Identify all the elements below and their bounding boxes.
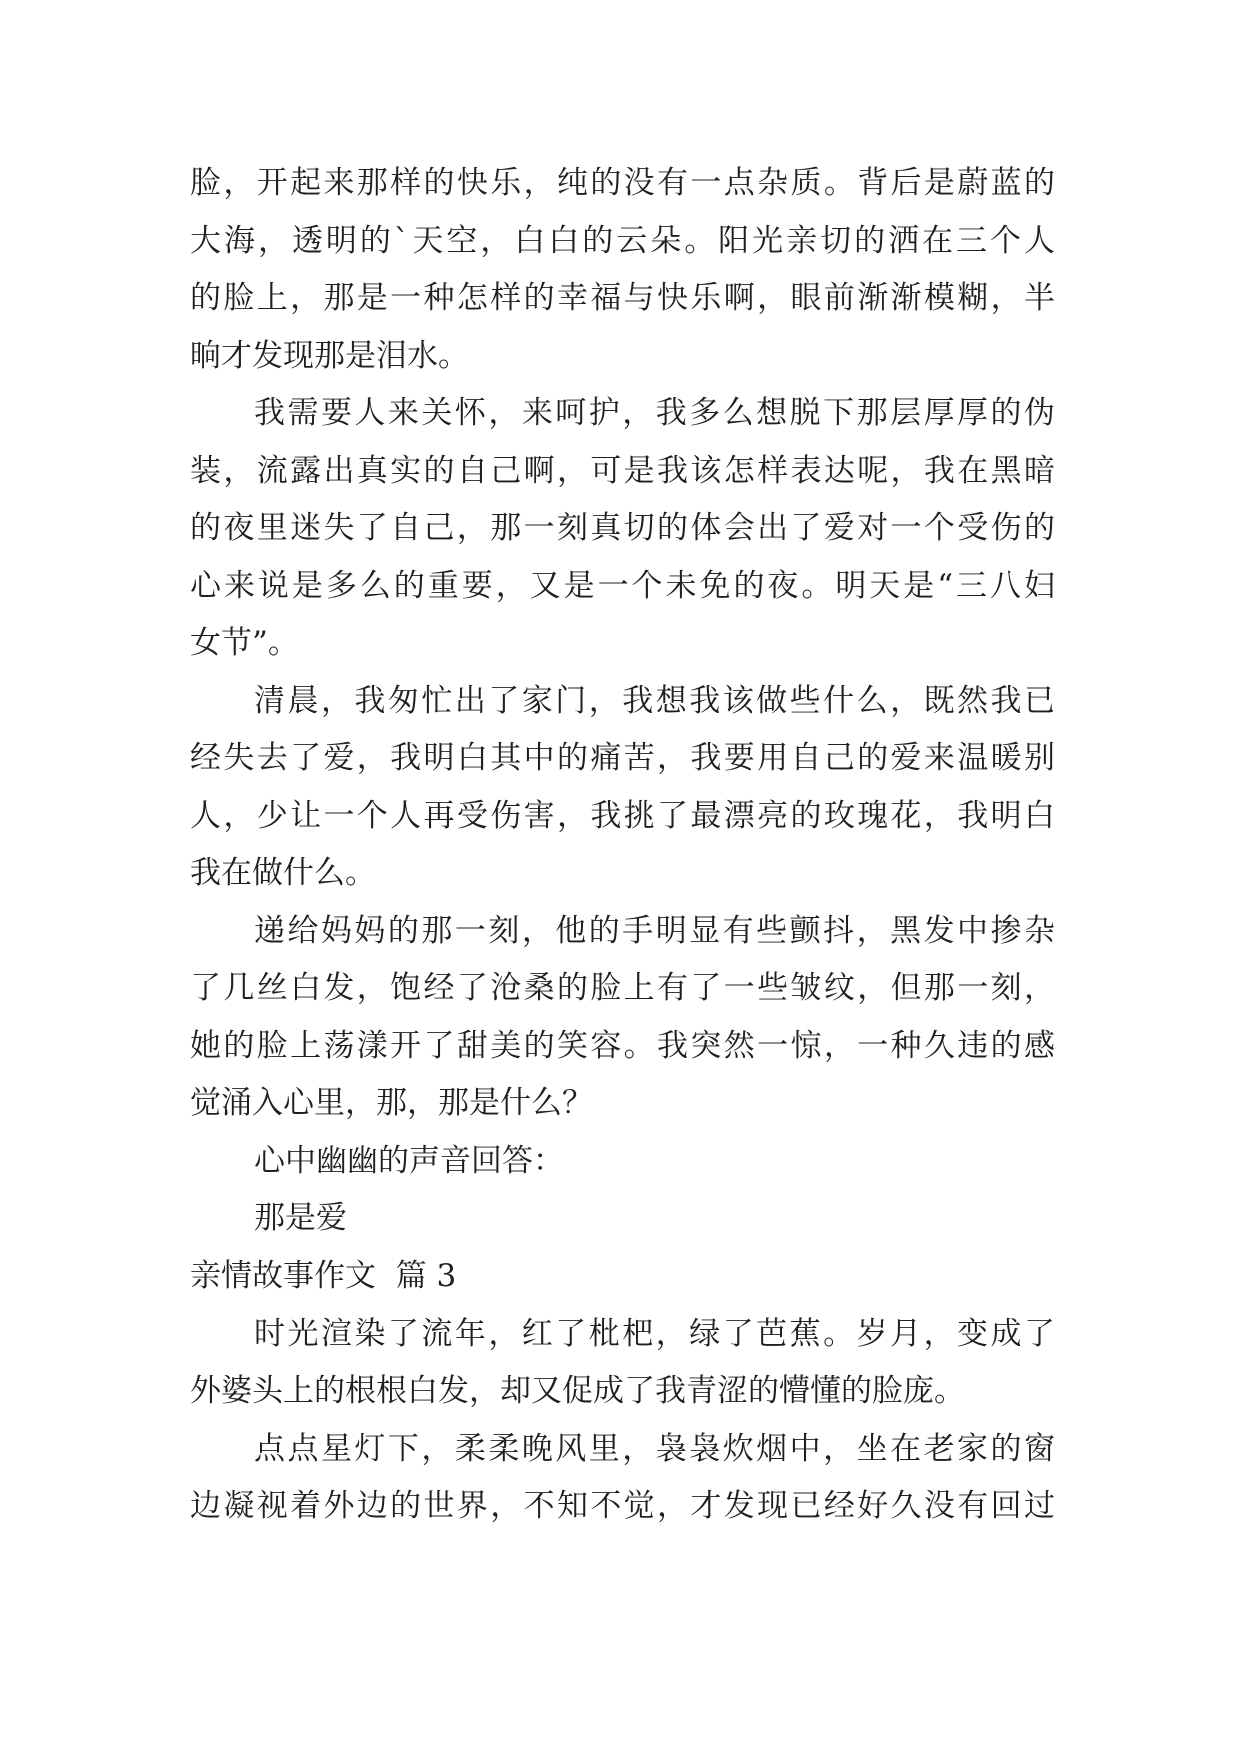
text-line: 女节”。: [190, 625, 299, 661]
text-line: 心中幽幽的声音回答：: [254, 1142, 564, 1179]
text-line: 她的脸上荡漾开了甜美的笑容。我突然一惊，一种久违的感: [190, 1027, 1055, 1064]
text-line: 心来说是多么的重要，又是一个未免的夜。明天是“三八妇: [190, 567, 1055, 604]
paragraph: [190, 903, 1055, 1133]
text-line: 晌才发现那是泪水。: [190, 337, 469, 374]
text-line: 外婆头上的根根白发，却又促成了我青涩的懵懂的脸庞。: [190, 1373, 965, 1409]
paragraph: [190, 1306, 1055, 1421]
text-line: 的脸上，那是一种怎样的幸福与快乐啊，眼前渐渐模糊，半: [190, 280, 1055, 316]
text-line: 觉涌入心里，那，那是什么？: [190, 1085, 593, 1121]
text-line: 点点星灯下，柔柔晚风里，袅袅炊烟中，坐在老家的窗: [254, 1430, 1055, 1467]
text-line: 人，少让一个人再受伤害，我挑了最漂亮的玫瑰花，我明白: [190, 797, 1055, 834]
text-line: 了几丝白发，饱经了沧桑的脸上有了一些皱纹，但那一刻，: [190, 970, 1055, 1006]
text-line: 装，流露出真实的自己啊，可是我该怎样表达呢，我在黑暗: [190, 452, 1055, 489]
paragraph: [190, 155, 1055, 385]
text-line: 递给妈妈的那一刻，他的手明显有些颤抖，黑发中掺杂: [254, 912, 1055, 949]
paragraph: [190, 1133, 1055, 1191]
text-line: 那是爱: [254, 1200, 347, 1236]
section-heading: [190, 1248, 1055, 1306]
text-line: 的夜里迷失了自己，那一刻真切的体会出了爱对一个受伤的: [190, 510, 1055, 546]
text-line: 清晨，我匆忙出了家门，我想我该做些什么，既然我已: [254, 682, 1055, 719]
text-line: 边凝视着外边的世界，不知不觉，才发现已经好久没有回过: [190, 1488, 1055, 1524]
section-heading-text: 亲情故事作文 篇 3: [190, 1257, 457, 1294]
paragraph: [190, 673, 1055, 903]
text-line: 经失去了爱，我明白其中的痛苦，我要用自己的爱来温暖别: [190, 740, 1055, 776]
paragraph: [190, 1421, 1055, 1536]
paragraph: [190, 1190, 1055, 1248]
text-line: 我在做什么。: [190, 855, 376, 891]
text-line: 大海，透明的`天空，白白的云朵。阳光亲切的洒在三个人: [190, 222, 1055, 259]
paragraph: [190, 385, 1055, 673]
text-line: 我需要人来关怀，来呵护，我多么想脱下那层厚厚的伪: [254, 395, 1055, 431]
document-page: [190, 155, 1055, 1536]
text-line: 脸，开起来那样的快乐，纯的没有一点杂质。背后是蔚蓝的: [190, 165, 1055, 201]
text-line: 时光渲染了流年，红了枇杷，绿了芭蕉。岁月，变成了: [254, 1315, 1055, 1352]
